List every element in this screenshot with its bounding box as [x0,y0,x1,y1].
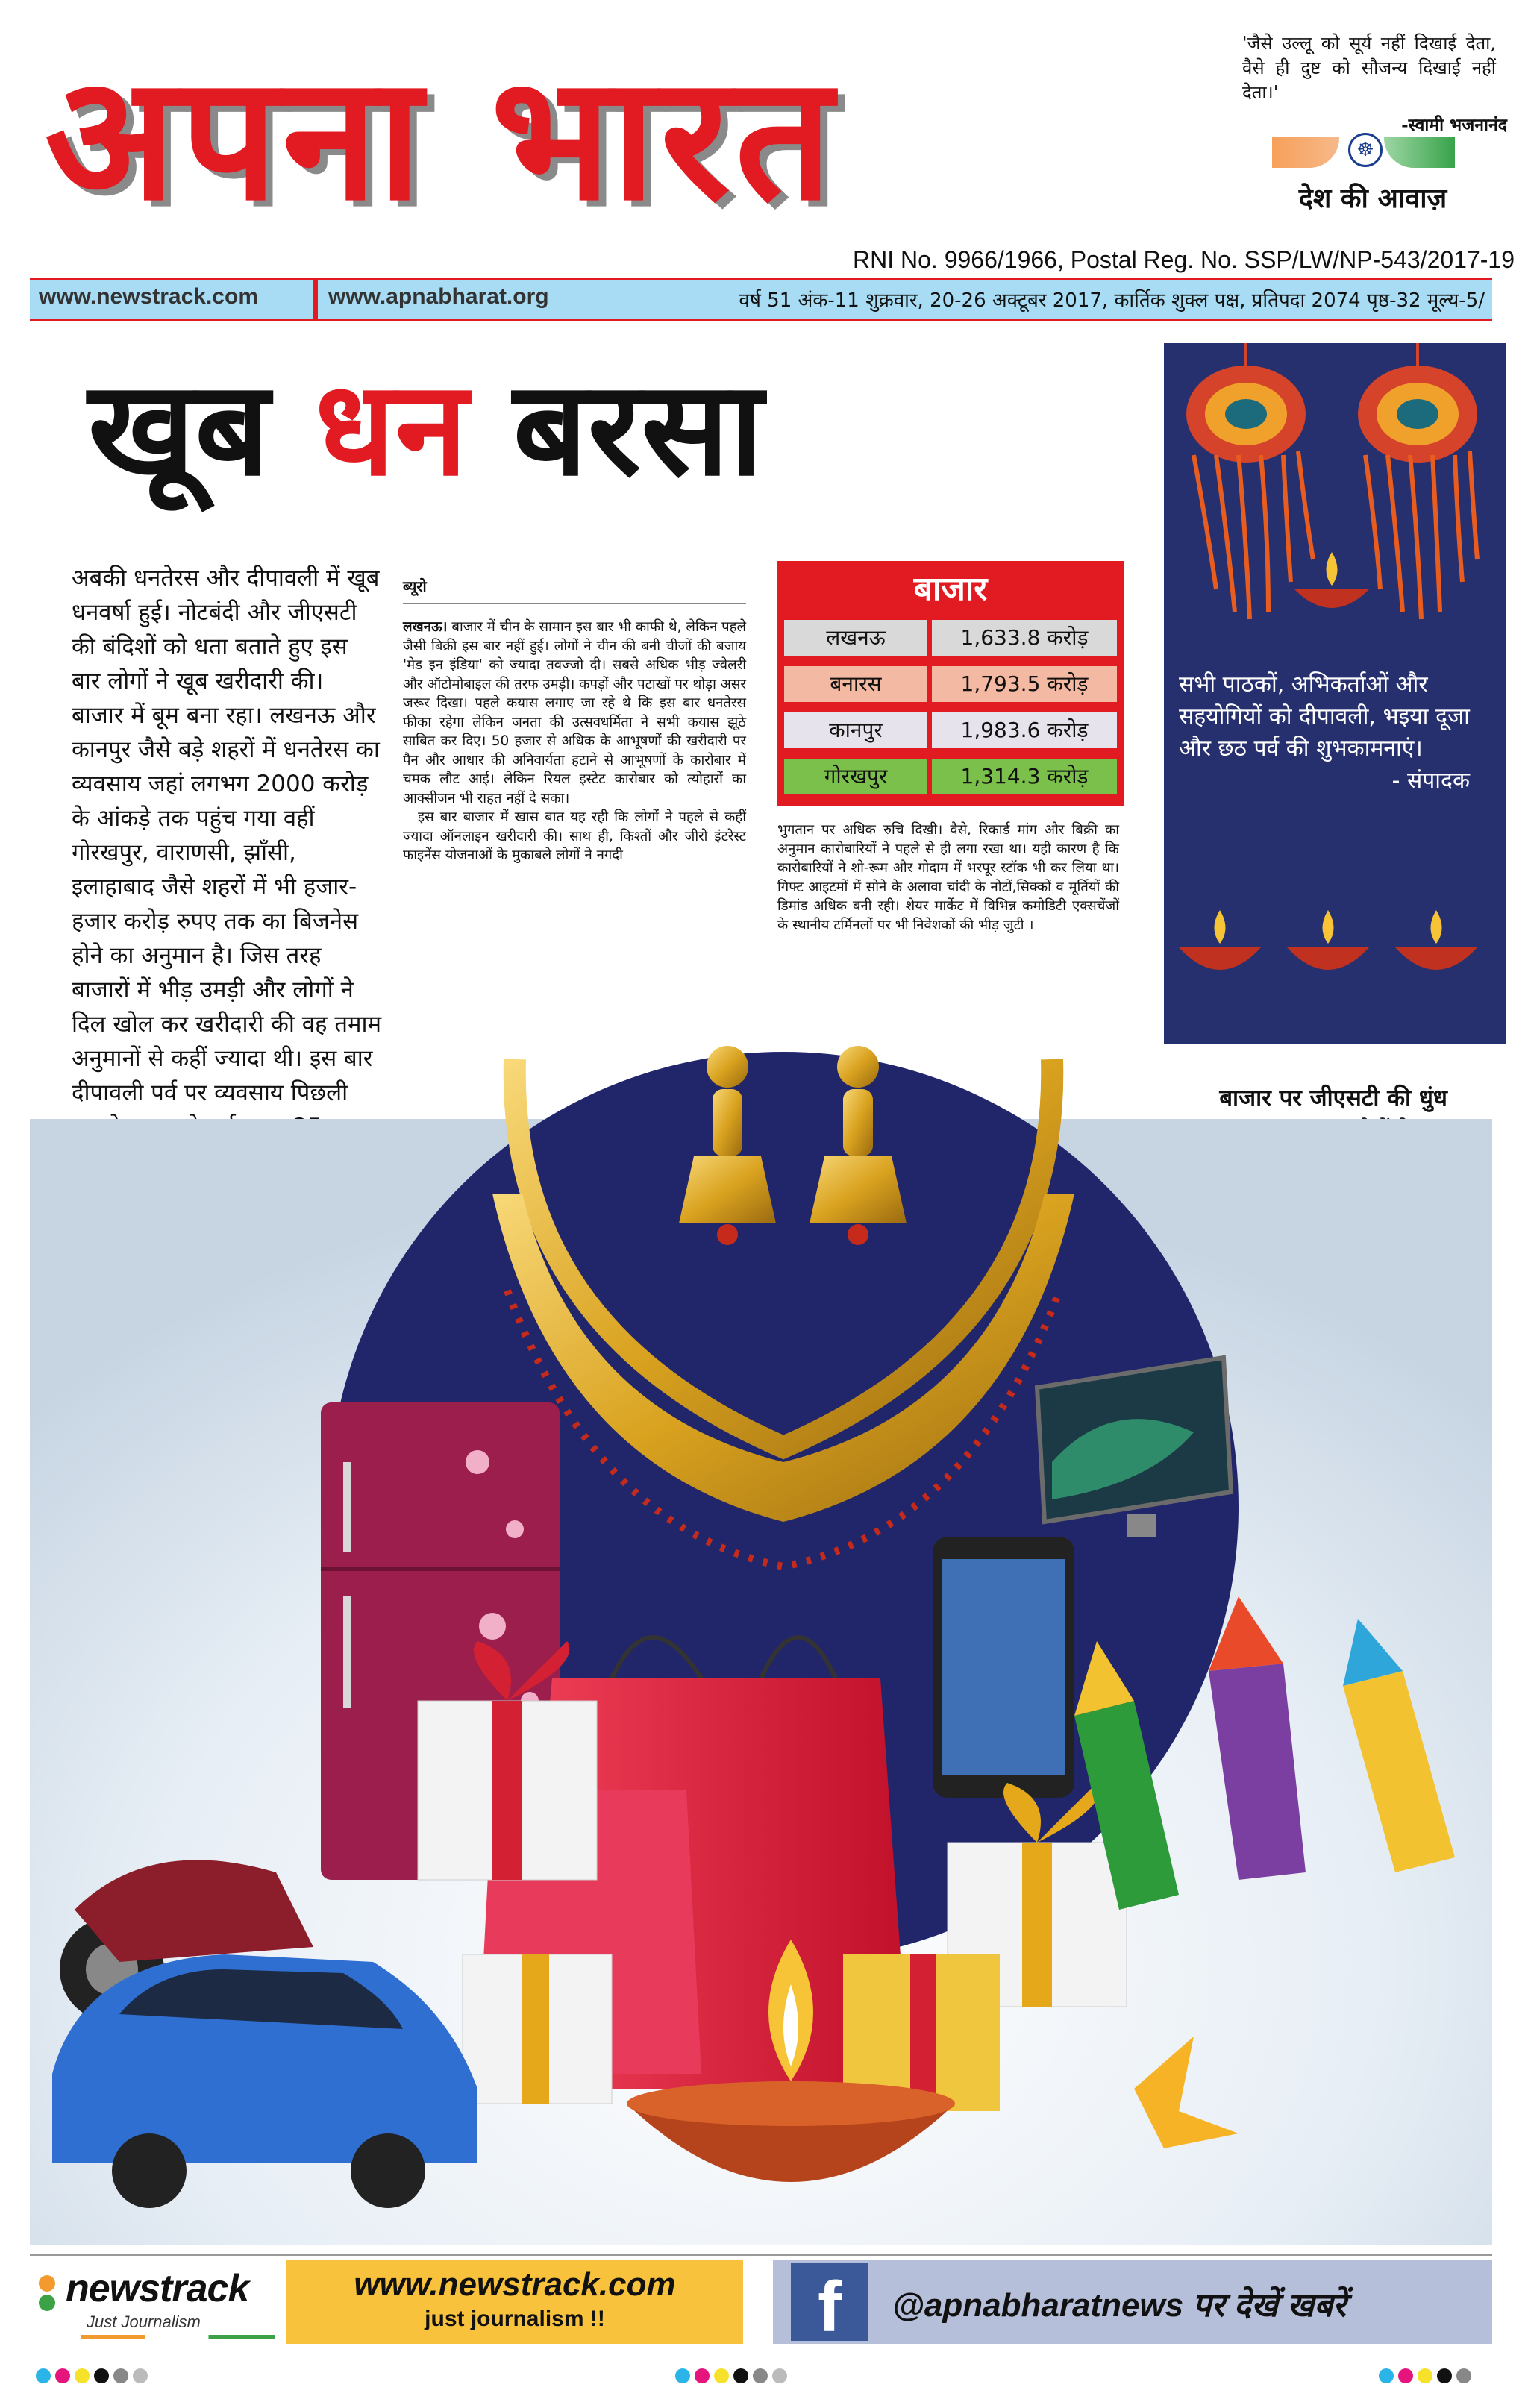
city-cell: कानपुर [784,712,927,748]
table-row [780,709,1121,751]
diya-icon [1294,552,1369,608]
table-row [780,663,1121,705]
quote-author: -स्वामी भजनानंद [1401,115,1507,135]
tricolor-bar [81,2335,275,2339]
story-paragraph [403,618,746,808]
promo-url[interactable]: www.newstrack.com [354,2266,676,2303]
headline-part-1: खूब [88,352,316,505]
print-registration-dots [675,2368,792,2386]
divider [30,278,1492,280]
table-row [780,756,1121,797]
facebook-promo[interactable] [773,2260,1492,2347]
issue-details: वर्ष 51 अंक-11 शुक्रवार, 20-26 अक्टूबर 2017, कार्तिक शुक्ल पक्ष, प्रतिपदा 2074 पृष्ठ-32 मूल्य-5/ [739,289,1485,312]
print-registration-dots [36,2368,152,2386]
ashoka-chakra-icon: ☸ [1348,133,1383,167]
table-row [780,617,1121,659]
flag-saffron-stripe [1272,137,1339,168]
flag-green-stripe [1384,137,1455,168]
value-cell: 1,793.5 करोड़ [932,666,1117,702]
city-cell: लखनऊ [784,620,927,656]
diya-icon [1287,910,1369,970]
newstrack-wordmark: newstrack [66,2267,249,2310]
newstrack-logo[interactable] [36,2260,281,2344]
value-cell: 1,314.3 करोड़ [932,759,1117,794]
market-table [777,561,1124,806]
byline: ब्यूरो [403,577,427,595]
logo-green-dot [39,2295,55,2311]
info-bar-divider [313,278,318,319]
logo-saffron-dot [39,2275,55,2292]
divider [30,2254,1492,2256]
newstrack-link[interactable]: www.newstrack.com [39,284,258,309]
teaser-title[interactable]: बाजार पर जीएसटी की धुंध [1219,1085,1447,1111]
greeting-text: सभी पाठकों, अभिकर्ताओं और सहयोगियों को दीपावली, भइया दूजा और छठ पर्व की शुभकामनाएं। [1179,671,1470,762]
greeting-message [1179,668,1492,797]
dateline: लखनऊ। [403,619,448,635]
apnabharat-link[interactable]: www.apnabharat.org [328,284,549,309]
story-text: बाजार में चीन के सामान इस बार भी काफी थे, लेकिन पहले जैसी बिक्री इस बार नहीं हुई। लोगों ने चीन की बनी चीजों की बजाय 'मेड इन इंडिया' को ज्यादा तवज्जो दी। सबसे अधिक भीड़ ज्वेलरी और ऑटोमोबाइल की तरफ उमड़ी। कपड़ों और पटाखों पर थोड़ा असर जरूर दिखा। पहले कयास लगाए जा रहे थे कि इस बार धनतेरस फीका रहेगा लेकिन जनता की उत्सवधर्मिता ने सभी कयास झूठे साबित कर दिए। 50 हजार से अधिक के आभूषणों की खरीदारी पर पैन और आधार की अनिवार्यता हटाने से आभूषणों के कारोबार में चमक लौट आई। लेकिन रियल इस्टेट कारोबार को त्योहारों का आक्सीजन भी राहत नहीं दे सका। [403,619,746,806]
festive-shopping-illustration [30,1044,1492,2245]
divider [403,603,746,604]
lantern-icon [1358,343,1477,619]
masthead [45,30,1209,246]
masthead-tagline: देश की आवाज़ [1298,183,1447,214]
main-headline [88,351,763,507]
story-column-1 [403,618,746,865]
value-cell: 1,633.8 करोड़ [932,620,1117,656]
diya-icon [1395,910,1477,970]
promo-tagline: just journalism !! [425,2307,605,2331]
editor-signature: - संपादक [1391,768,1470,794]
smartphone-icon [933,1537,1074,1798]
masthead-quote: 'जैसे उल्लू को सूर्य नहीं दिखाई देता, वैसे ही दुष्ट को सौजन्य दिखाई नहीं देता।' [1242,33,1496,103]
tricolor-emblem [1235,133,1511,185]
headline-highlight: धन [315,352,468,505]
facebook-handle[interactable]: @apnabharatnews पर देखें खबरें [892,2287,1347,2324]
city-cell: गोरखपुर [784,759,927,794]
market-table-title: बाजार [913,570,988,608]
story-column-2: भुगतान पर अधिक रुचि दिखी। वैसे, रिकार्ड मांग और बिक्री का अनुमान कारोबारियों ने पहले से ही लगा रखा था। यही कारण है कि कारोबारियों ने शो-रूम और गोदाम में भरपूर स्टॉक भी कर लिया था। गिफ्ट आइटमों में सोने के अलावा चांदी के नोटों,सिक्कों व मूर्तियों की डिमांड अधिक बनी रही। शेयर मार्केट में विभिन्न कमोडिटी एक्सचेंजों के स्थानीय टर्मिनलों पर भी निवेशकों की भीड़ जुटी । [777,822,1119,933]
newstrack-tagline: Just Journalism [87,2313,201,2331]
newspaper-title: अपना भारत [45,37,838,239]
value-cell: 1,983.6 करोड़ [932,712,1117,748]
print-registration-dots [1379,2368,1476,2386]
diya-icon [1179,910,1261,970]
story-paragraph: इस बार बाजार में खास बात यह रही कि लोगों ने पहले से कहीं ज्यादा ऑनलाइन खरीदारी की। साथ ही, किश्तों और जीरो इंटरेस्ट फाइनेंस योजनाओं के मुकाबले लोगों ने नगदी [403,809,746,863]
divider [30,319,1492,321]
lantern-icon [1186,343,1313,619]
gift-box-icon [463,1954,612,2104]
headline-part-3: बरसा [467,352,763,505]
facebook-icon: f [791,2263,868,2341]
city-cell: बनारस [784,666,927,702]
intro-paragraph: अबकी धनतेरस और दीपावली में खूब धनवर्षा हुई। नोटबंदी और जीएसटी की बंदिशों को धता बताते हुए इस बार लोगों ने खूब खरीदारी की। बाजार में बूम बना रहा। लखनऊ और कानपुर जैसे बड़े शहरों में धनतेरस का व्यवसाय जहां लगभग 2000 करोड़ के आंकड़े तक पहुंच गया वहीं गोरखपुर, वाराणसी, झाँसी, इलाहाबाद जैसे शहरों में भी हजार-हजार करोड़ रुपए तक का बिजनेस होने का अनुमान है। जिस तरह बाजारों में भीड़ उमड़ी और लोगों ने दिल खोल कर खरीदारी की वह तमाम अनुमानों से कहीं ज्यादा थी। इस बार दीपावली पर्व पर व्यवसाय पिछली [72,565,382,1106]
newstrack-promo[interactable] [286,2260,743,2344]
registration-number: RNI No. 9966/1966, Postal Reg. No. SSP/LW/NP-543/2017-19 [853,246,1515,273]
